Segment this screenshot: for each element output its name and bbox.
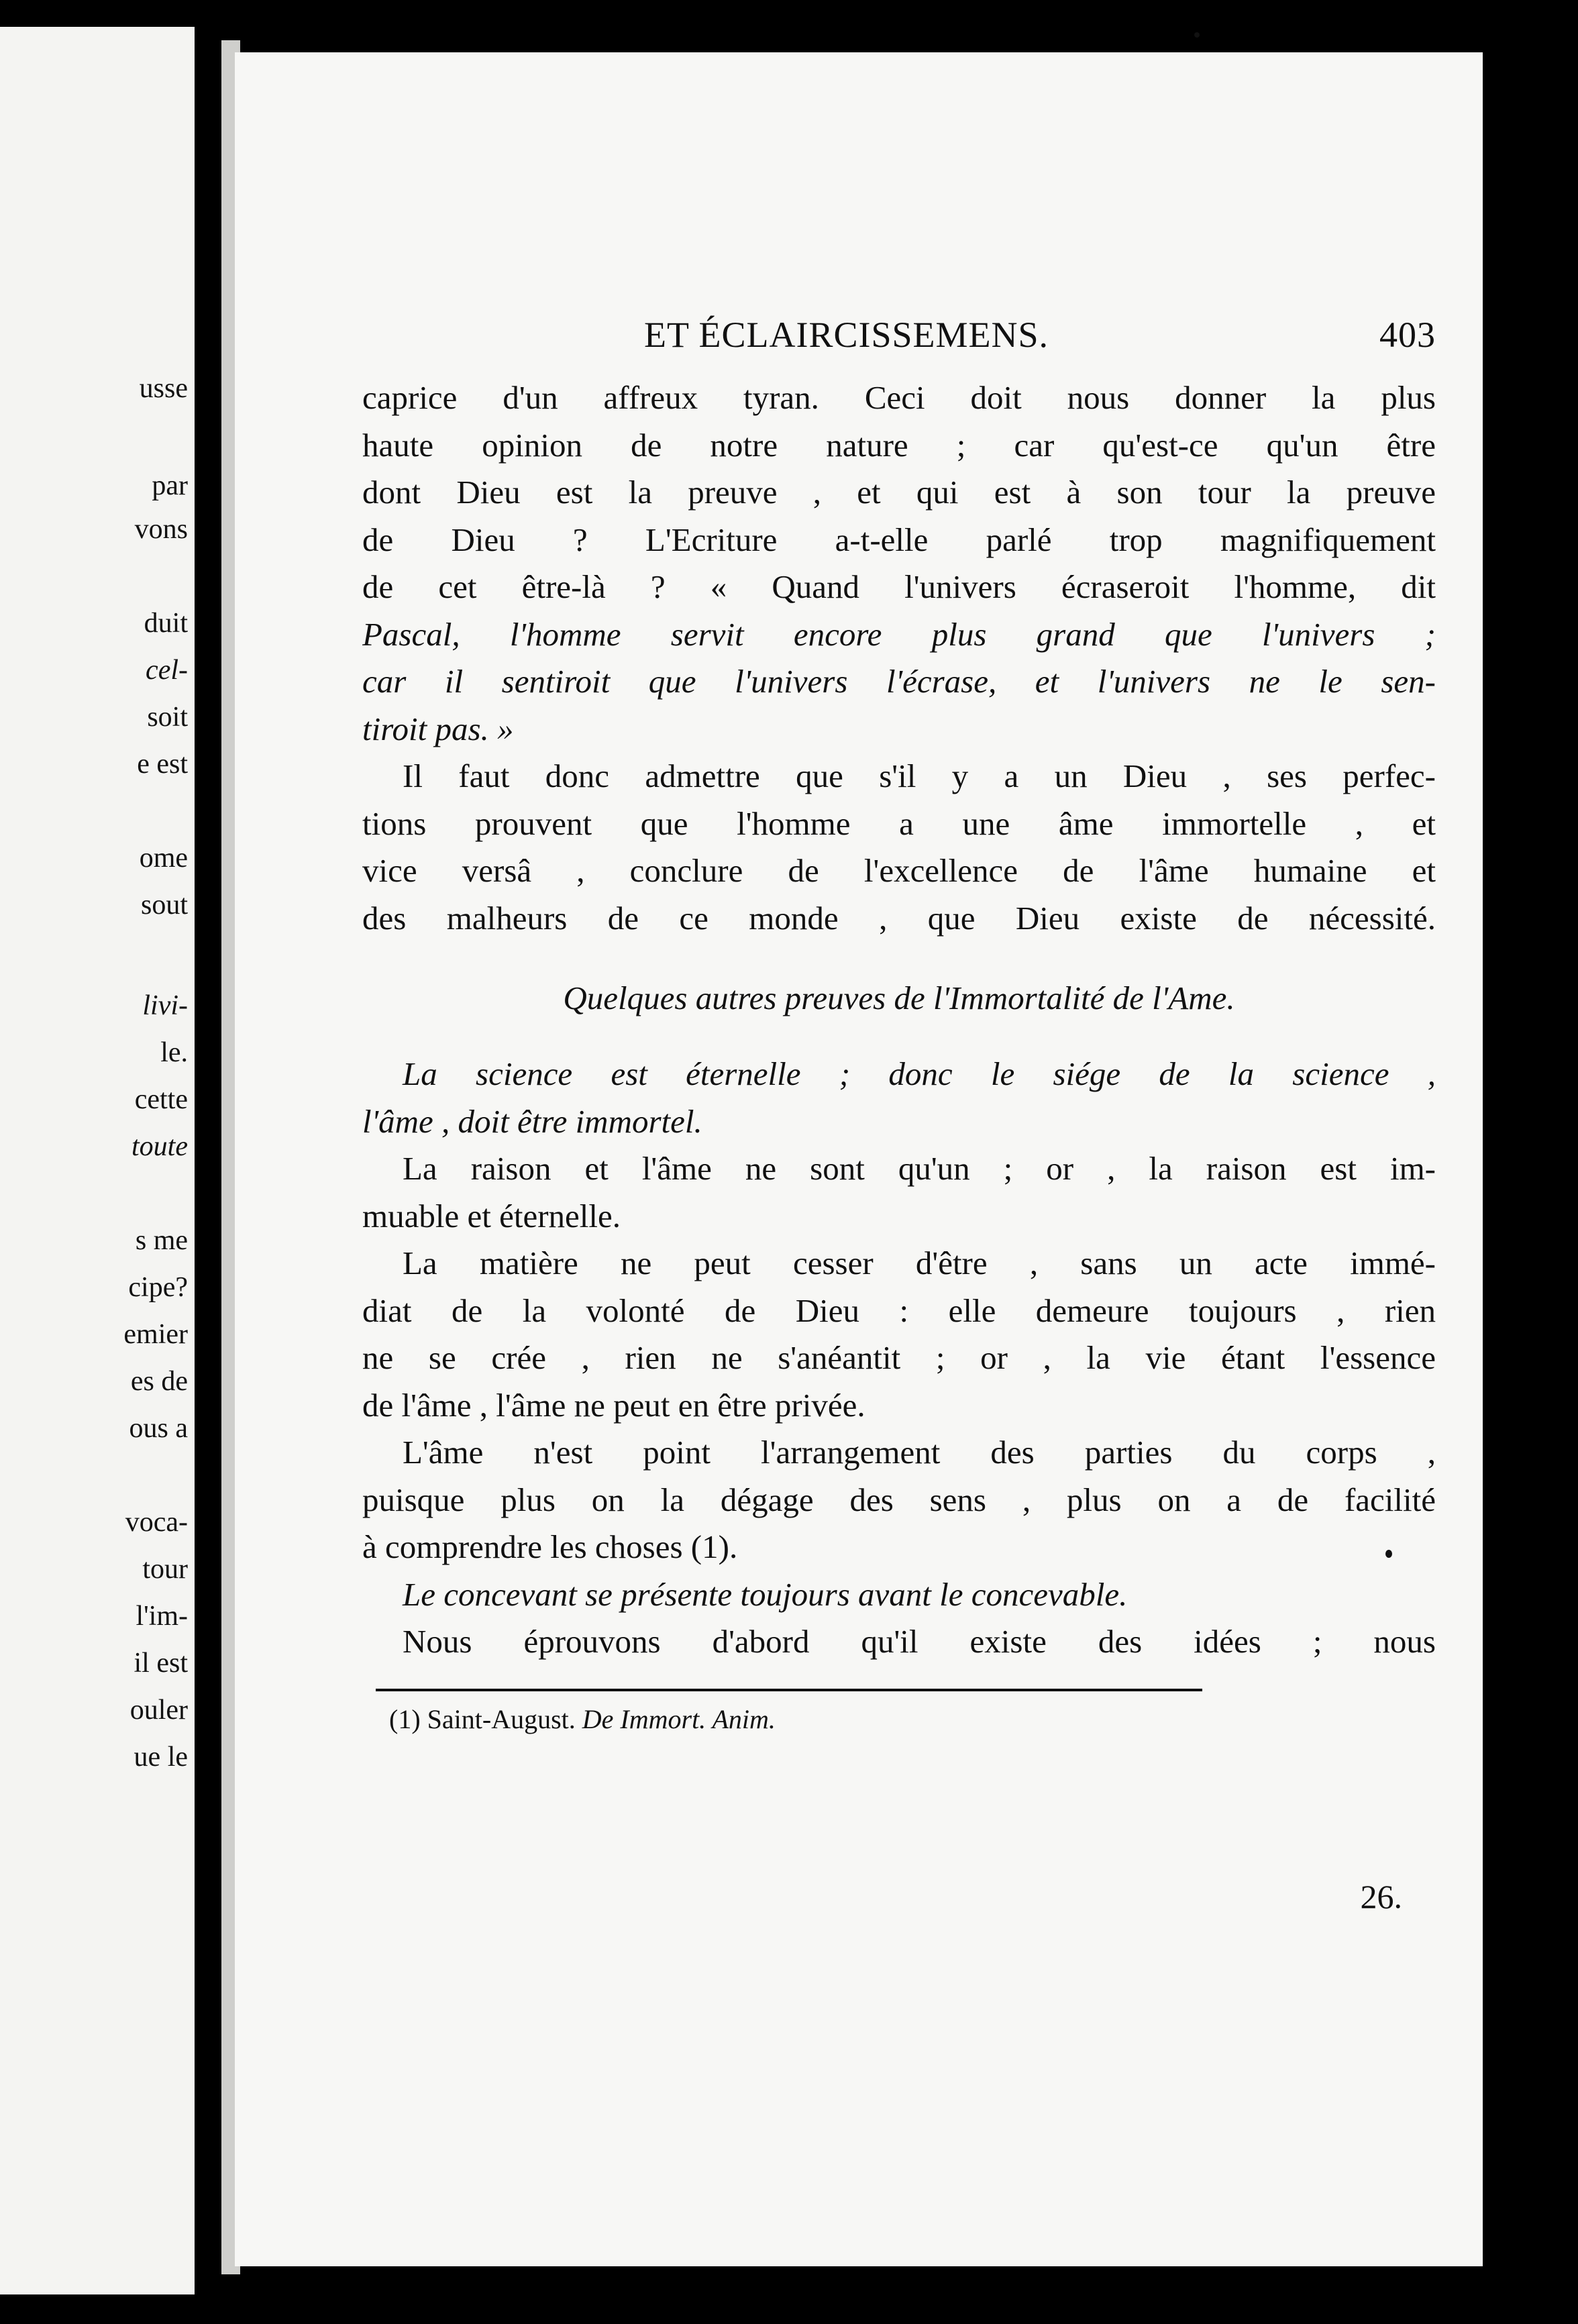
left-page-fragment: le.: [160, 1037, 188, 1068]
footnote-author: Saint-August.: [427, 1703, 576, 1734]
left-page-fragment: cipe?: [128, 1272, 188, 1303]
left-page-fragment: l'im-: [136, 1601, 188, 1632]
left-page-fragment: par: [152, 470, 188, 501]
body-line-8: tiroit pas. »: [362, 710, 514, 747]
left-page-fragment: s me: [135, 1225, 188, 1256]
left-page-fragment: duit: [144, 608, 188, 639]
page-header: [362, 314, 1436, 374]
body-line-5: de cet être-là ? « Quand l'univers écraseroit l'homme, dit: [362, 568, 1436, 605]
section-heading: Quelques autres preuves de l'Immortalité de l'Ame.: [563, 980, 1235, 1016]
footnote: [362, 1703, 1436, 1735]
body2-line-1: La science est éternelle ; donc le siége de la science ,: [403, 1055, 1436, 1092]
left-page-fragment: ome: [139, 843, 188, 874]
body-line-11: vice versâ , conclure de l'excellence de l'âme humaine et: [362, 852, 1436, 889]
left-page-fragment: tour: [142, 1554, 188, 1585]
body2-line-5: La matière ne peut cesser d'être , sans un acte immé-: [403, 1245, 1436, 1281]
left-page-fragment: ous a: [129, 1413, 188, 1444]
left-page-fragment: livi-: [142, 990, 188, 1021]
signature-mark: 26.: [1360, 1878, 1402, 1915]
body2-line-6: diat de la volonté de Dieu : elle demeure toujours , rien: [362, 1291, 1436, 1329]
body2-line-7: ne se crée , rien ne s'anéantit ; or , la vie étant l'essence: [362, 1339, 1436, 1376]
running-title: ET ÉCLAIRCISSEMENS.: [644, 315, 1049, 355]
body-line-7: car il sentiroit que l'univers l'écrase, et l'univers ne le sen-: [362, 663, 1436, 700]
left-page-fragment: usse: [139, 373, 188, 404]
body-line-3: dont Dieu est la preuve , et qui est à son tour la preuve: [362, 474, 1436, 511]
left-page-fragment: toute: [132, 1131, 188, 1162]
ink-speck: [1194, 32, 1200, 38]
body-line-6: Pascal, l'homme servit encore plus grand que l'univers ;: [362, 615, 1436, 653]
right-page: [235, 52, 1483, 2266]
body2-line-9: L'âme n'est point l'arrangement des parties du corps ,: [403, 1434, 1436, 1471]
body2-line-13: Nous éprouvons d'abord qu'il existe des idées ; nous: [403, 1623, 1436, 1660]
left-page-fragment: emier: [123, 1319, 188, 1350]
body2-line-4: muable et éternelle.: [362, 1197, 621, 1234]
left-page-fragment: il est: [134, 1648, 188, 1679]
text-block: [362, 314, 1436, 1735]
left-page-fragment: cel-: [146, 655, 188, 686]
footnote-marker: (1): [389, 1703, 421, 1734]
left-page-margin: [0, 27, 195, 2294]
page-number: 403: [1379, 315, 1436, 355]
body-line-10: tions prouvent que l'homme a une âme immortelle , et: [362, 804, 1436, 842]
left-page-fragment: voca-: [125, 1507, 188, 1538]
left-page-fragment: ouler: [129, 1695, 188, 1726]
body-line-1: caprice d'un affreux tyran. Ceci doit nous donner la plus: [362, 379, 1436, 416]
body-line-4: de Dieu ? L'Ecriture a-t-elle parlé trop magnifiquement: [362, 521, 1436, 558]
left-page-fragment: sout: [140, 890, 188, 920]
body2-line-3: La raison et l'âme ne sont qu'un ; or , la raison est im-: [403, 1150, 1436, 1187]
body-line-2: haute opinion de notre nature ; car qu'est-ce qu'un être: [362, 426, 1436, 464]
left-page-fragment: soit: [147, 702, 188, 733]
body2-line-2: l'âme , doit être immortel.: [362, 1102, 702, 1140]
left-page-fragment: cette: [134, 1084, 188, 1115]
body2-line-8: de l'âme , l'âme ne peut en être privée.: [362, 1386, 865, 1424]
body2-line-12: Le concevant se présente toujours avant le concevable.: [403, 1575, 1128, 1613]
left-page-fragment: vons: [134, 514, 188, 545]
body-line-9: Il faut donc admettre que s'il y a un Dieu , ses perfec-: [403, 757, 1436, 794]
left-page-fragment: es de: [130, 1366, 188, 1397]
left-page-fragment: ue le: [134, 1742, 188, 1773]
ink-speck: [1385, 1550, 1392, 1558]
left-page-fragment: e est: [137, 749, 188, 780]
footnote-work: De Immort. Anim.: [582, 1703, 776, 1734]
footnote-rule: [376, 1689, 1202, 1691]
body-line-12: des malheurs de ce monde , que Dieu existe de nécessité.: [362, 899, 1436, 937]
body2-line-10: puisque plus on la dégage des sens , plus on a de facilité: [362, 1481, 1436, 1518]
body2-line-11: à comprendre les choses (1).: [362, 1528, 738, 1565]
